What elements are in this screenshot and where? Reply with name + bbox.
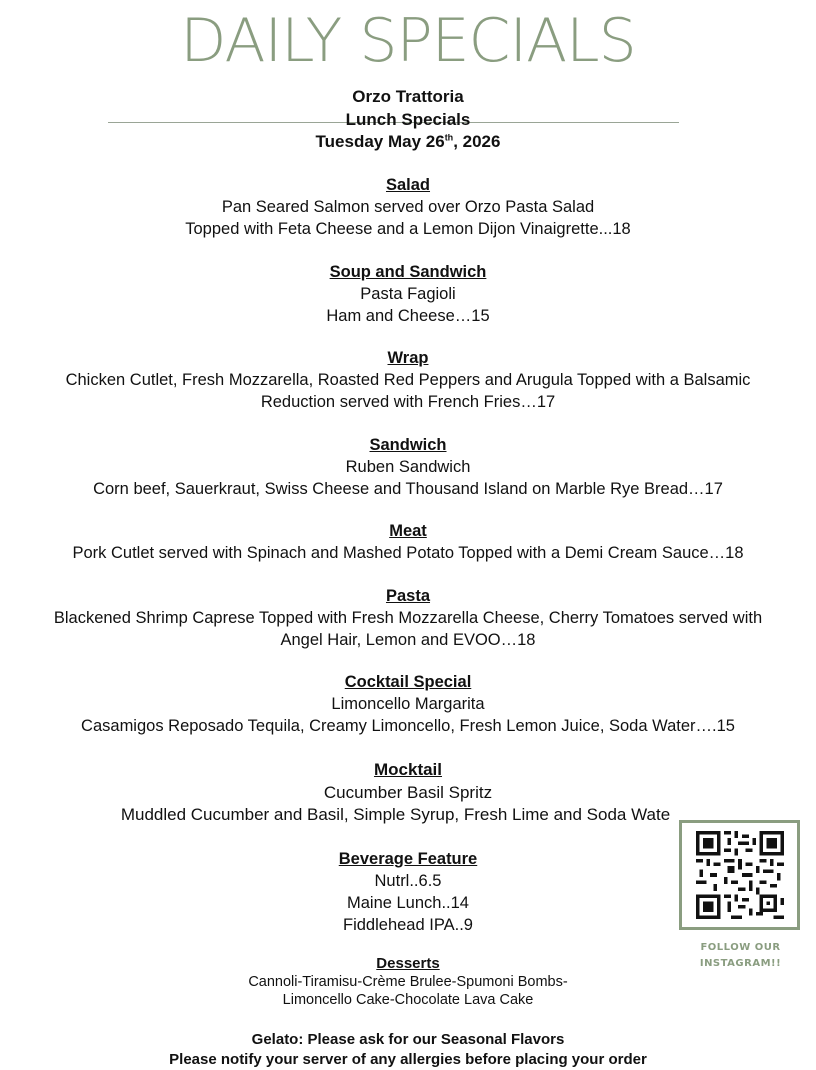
menu-header (0, 86, 816, 154)
gelato-note: Gelato: Please ask for our Seasonal Flavors (251, 1031, 565, 1048)
section-mocktail (0, 759, 816, 827)
restaurant-name: Orzo Trattoria (352, 87, 464, 106)
section-salad (0, 174, 816, 240)
item-line: Cannoli-Tiramisu-Crème Brulee-Spumoni Bombs- (248, 974, 568, 990)
section-title: Sandwich (369, 436, 447, 454)
item-line: Pan Seared Salmon served over Orzo Pasta Salad (221, 198, 595, 216)
section-title: Desserts (376, 955, 440, 972)
section-pasta (0, 585, 816, 651)
item-line: Pork Cutlet served with Spinach and Mashed Potato Topped with a Demi Cream Sauce…18 (72, 544, 744, 562)
section-cocktail-special (0, 671, 816, 737)
section-title: Salad (385, 176, 431, 194)
date-year: , 2026 (453, 132, 501, 151)
item-line: Pasta Fagioli (360, 285, 456, 303)
section-title: Wrap (387, 349, 429, 367)
follow-line-1: FOLLOW OUR (700, 942, 781, 953)
section-soup-and-sandwich (0, 261, 816, 327)
item-line: Muddled Cucumber and Basil, Simple Syrup, Fresh Lime and Soda Wate (120, 805, 671, 824)
item-line: Limoncello Cake-Chocolate Lava Cake (282, 992, 534, 1008)
section-wrap (0, 347, 816, 413)
section-title: Meat (389, 522, 427, 540)
item-line: Ham and Cheese…15 (326, 307, 490, 325)
menu-subtitle: Lunch Specials (345, 109, 471, 129)
item-line: Chicken Cutlet, Fresh Mozzarella, Roasted Red Peppers and Arugula Topped with a Balsamic (65, 371, 751, 389)
follow-instagram-label (680, 940, 801, 972)
section-title: Beverage Feature (338, 850, 478, 868)
section-title: Cocktail Special (344, 673, 472, 691)
item-line: Ruben Sandwich (345, 458, 471, 476)
menu-date (0, 131, 816, 154)
item-line: Fiddlehead IPA..9 (343, 916, 473, 934)
allergy-note: Please notify your server of any allergies before placing your order (169, 1051, 647, 1068)
section-title: Mocktail (373, 760, 443, 779)
item-line: Angel Hair, Lemon and EVOO…18 (280, 631, 536, 649)
item-line: Reduction served with French Fries…17 (260, 393, 556, 411)
date-main: Tuesday May 26 (315, 132, 445, 151)
item-line: Casamigos Reposado Tequila, Creamy Limoncello, Fresh Lemon Juice, Soda Water….15 (81, 717, 735, 735)
instagram-qr-code[interactable] (679, 820, 800, 930)
item-line: Nutrl..6.5 (374, 872, 442, 890)
section-sandwich (0, 434, 816, 500)
date-ordinal: th (444, 132, 454, 143)
item-line: Corn beef, Sauerkraut, Swiss Cheese and Thousand Island on Marble Rye Bread…17 (93, 480, 723, 498)
item-line: Limoncello Margarita (331, 695, 485, 713)
daily-specials-banner: DAILY SPECIALS (180, 6, 636, 76)
section-title: Soup and Sandwich (329, 263, 487, 281)
section-meat (0, 520, 816, 564)
item-line: Cucumber Basil Spritz (323, 782, 493, 802)
qr-code-icon (696, 831, 784, 919)
section-title: Pasta (385, 587, 431, 605)
item-line: Topped with Feta Cheese and a Lemon Dijon Vinaigrette...18 (185, 220, 631, 238)
follow-line-2: INSTAGRAM!! (699, 958, 782, 969)
item-line: Blackened Shrimp Caprese Topped with Fresh Mozzarella Cheese, Cherry Tomatoes served with (53, 609, 763, 627)
item-line: Maine Lunch..14 (346, 894, 469, 912)
